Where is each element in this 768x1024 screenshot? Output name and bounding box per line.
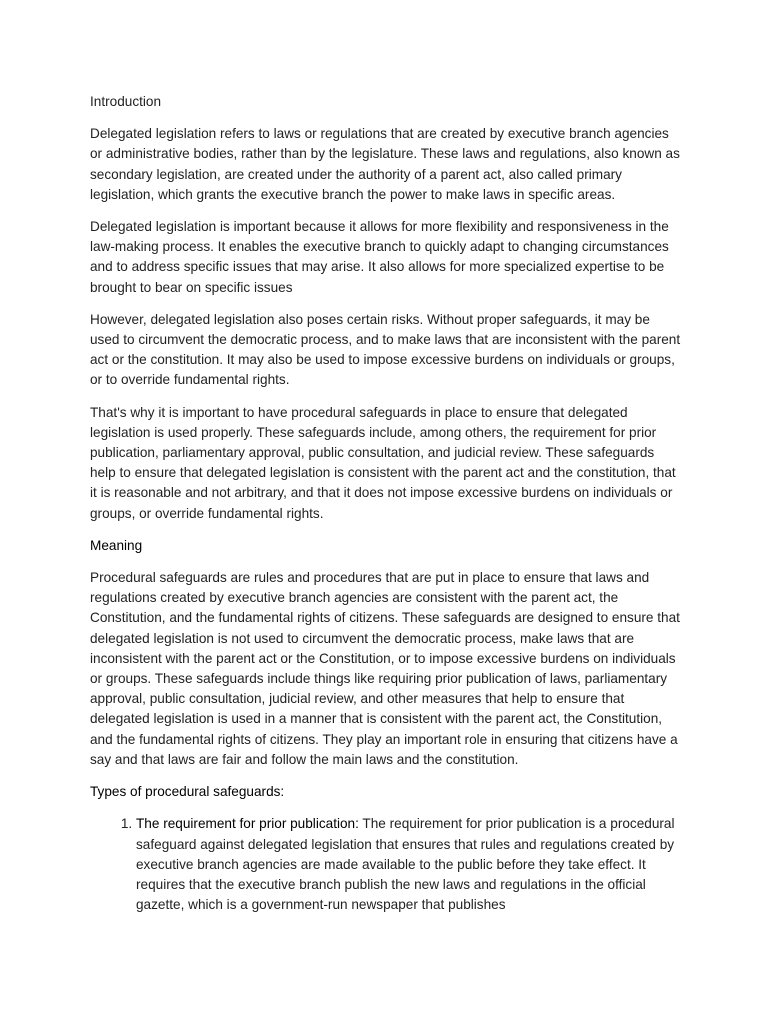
paragraph-risks: However, delegated legislation also poses certain risks. Without proper safeguards, it may be used to circumvent the democratic process, and to make laws that are inconsistent with the parent act or the constitution. It may also be used to impose excessive burdens on individuals or groups, or to override fundamental rights.	[90, 311, 681, 388]
safeguards-list	[90, 814, 682, 915]
document-page	[90, 92, 682, 915]
heading-introduction: Introduction	[90, 94, 162, 109]
paragraph-safeguards-overview: That's why it is important to have procedural safeguards in place to ensure that delegated legislation is used properly. These safeguards include, among others, the requirement for prior publication, parliamentary approval, public consultation, and judicial review. These safeguards help to ensure that delegated legislation is consistent with the parent act and the constitution, that it is reasonable and not arbitrary, and that it does not impose excessive burdens on individuals or groups, or override fundamental rights.	[90, 404, 676, 521]
paragraph-definition: Delegated legislation refers to laws or regulations that are created by executive branch agencies or administrative bodies, rather than by the legislature. These laws and regulations, also known as secondary legislation, are created under the authority of a parent act, also called primary legislation, which grants the executive branch the power to make laws in specific areas.	[90, 126, 680, 202]
list-item-text: The requirement for prior publication is a procedural safeguard against delegated legislation that ensures that rules and regulations created by executive branch agencies are made available to the public before they take effect. It requires that the executive branch publish the new laws and regulations in the official gazette, which is a government-run newspaper that publishes	[136, 816, 675, 913]
paragraph-meaning: Procedural safeguards are rules and procedures that are put in place to ensure that laws and regulations created by executive branch agencies are consistent with the parent act, the Constitution, and the fundamental rights of citizens. These safeguards are designed to ensure that delegated legislation is not used to circumvent the democratic process, make laws that are inconsistent with the parent act or the Constitution, or to impose excessive burdens on individuals or groups. These safeguards include things like requiring prior publication of laws, parliamentary approval, public consultation, judicial review, and other measures that help to ensure that delegated legislation is used in a manner that is consistent with the parent act, the Constitution, and the fundamental rights of citizens. They play an important role in ensuring that citizens have a say and that laws are fair and follow the main laws and the constitution.	[90, 570, 680, 767]
list-item-title: The requirement for prior publication:	[136, 816, 359, 832]
list-item-prior-publication	[136, 814, 682, 915]
heading-meaning: Meaning	[90, 537, 143, 553]
paragraph-importance: Delegated legislation is important because it allows for more flexibility and responsiveness in the law-making process. It enables the executive branch to quickly adapt to changing circumstances and to address specific issues that may arise. It also allows for more specialized expertise to be brought to bear on specific issues	[90, 219, 669, 295]
heading-types-of-safeguards: Types of procedural safeguards:	[90, 784, 285, 800]
